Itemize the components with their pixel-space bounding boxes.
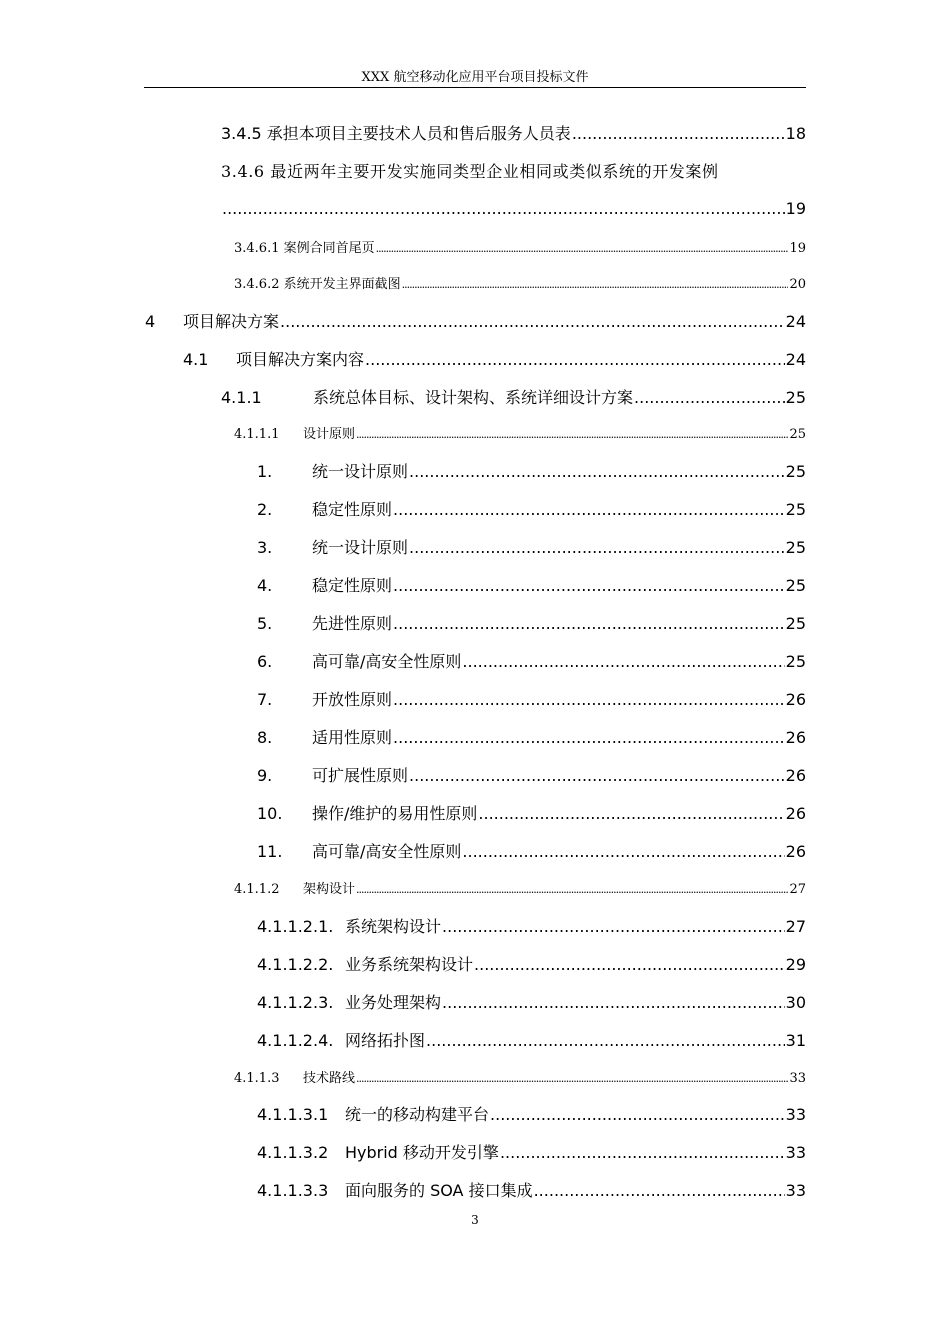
toc-leader — [442, 917, 785, 936]
toc-number: 4.1.1.2.2. — [257, 955, 334, 974]
toc-page: 31 — [785, 1031, 806, 1050]
toc-title: 可扩展性原则 — [312, 766, 409, 785]
toc-leader — [572, 124, 785, 143]
toc-page: 20 — [789, 277, 806, 292]
toc-page: 26 — [785, 690, 806, 709]
toc-page: 25 — [785, 388, 806, 407]
toc-leader — [280, 312, 785, 331]
toc-page: 26 — [785, 766, 806, 785]
toc-leader — [442, 993, 785, 1012]
toc-title: 3.4.6 最近两年主要开发实施同类型企业相同或类似系统的开发案例 — [221, 162, 719, 181]
toc-page: 33 — [789, 1071, 806, 1086]
toc-title: 适用性原则 — [312, 728, 393, 747]
toc-title: 统一设计原则 — [312, 462, 409, 481]
toc-page: 19 — [785, 199, 806, 218]
toc-entry[interactable] — [257, 763, 806, 786]
toc-entry[interactable] — [257, 687, 806, 710]
toc-number: 4.1.1.2.3. — [257, 993, 334, 1012]
toc-entry[interactable] — [234, 878, 806, 897]
toc-title: 设计原则 — [303, 427, 356, 442]
toc-entry[interactable] — [257, 459, 806, 482]
toc-leader — [356, 428, 788, 441]
toc-leader — [634, 388, 785, 407]
toc-leader — [409, 462, 785, 481]
toc-entry[interactable] — [257, 649, 806, 672]
toc-number: 4.1.1 — [221, 388, 262, 407]
toc-entry[interactable] — [234, 1067, 806, 1086]
toc-title: 系统架构设计 — [345, 917, 442, 936]
toc-page: 25 — [789, 427, 806, 442]
toc-entry[interactable] — [257, 839, 806, 862]
toc-title: 操作/维护的易用性原则 — [312, 804, 478, 823]
toc-entry[interactable] — [234, 237, 806, 256]
toc-page: 27 — [789, 882, 806, 897]
toc-number: 1. — [257, 462, 273, 481]
toc-number: 4.1.1.3.3 — [257, 1181, 329, 1200]
toc-leader — [474, 955, 785, 974]
toc-page: 29 — [785, 955, 806, 974]
toc-page: 25 — [785, 500, 806, 519]
toc-title: 3.4.5 承担本项目主要技术人员和售后服务人员表 — [221, 124, 571, 143]
toc-entry[interactable] — [257, 914, 806, 937]
toc-page: 25 — [785, 576, 806, 595]
toc-page: 33 — [785, 1143, 806, 1162]
toc-title: Hybrid 移动开发引擎 — [345, 1143, 499, 1162]
toc-entry[interactable] — [221, 159, 806, 182]
toc-page: 27 — [785, 917, 806, 936]
toc-number: 4.1.1.2.1. — [257, 917, 334, 936]
toc-title: 3.4.6.2 系统开发主界面截图 — [234, 277, 401, 292]
toc-entry[interactable] — [257, 535, 806, 558]
toc-entry[interactable] — [257, 725, 806, 748]
toc-leader — [534, 1181, 785, 1200]
toc-entry[interactable] — [257, 1140, 806, 1163]
toc-title: 项目解决方案内容 — [236, 350, 365, 369]
toc-page: 33 — [785, 1181, 806, 1200]
toc-number: 11. — [257, 842, 283, 861]
toc-page: 24 — [785, 350, 806, 369]
toc-leader — [393, 690, 785, 709]
toc-entry[interactable] — [257, 952, 806, 975]
toc-leader — [393, 614, 785, 633]
toc-number: 4.1.1.1 — [234, 427, 280, 442]
toc-entry[interactable] — [183, 347, 806, 370]
toc-leader — [393, 500, 785, 519]
toc-entry[interactable] — [257, 1028, 806, 1051]
toc-page: 33 — [785, 1105, 806, 1124]
toc-entry[interactable] — [234, 273, 806, 292]
toc-leader — [500, 1143, 785, 1162]
toc-title: 统一设计原则 — [312, 538, 409, 557]
toc-entry[interactable] — [257, 1102, 806, 1125]
toc-number: 3. — [257, 538, 273, 557]
toc-page: 26 — [785, 728, 806, 747]
toc-title: 业务处理架构 — [345, 993, 442, 1012]
toc-entry[interactable] — [257, 990, 806, 1013]
toc-page: 25 — [785, 462, 806, 481]
toc-leader — [393, 576, 785, 595]
toc-title: 3.4.6.1 案例合同首尾页 — [234, 241, 375, 256]
toc-entry[interactable] — [257, 573, 806, 596]
toc-title: 稳定性原则 — [312, 576, 393, 595]
toc-entry[interactable] — [221, 121, 806, 144]
page-number: 3 — [471, 1213, 479, 1227]
toc-entry[interactable] — [234, 423, 806, 442]
toc-number: 9. — [257, 766, 273, 785]
toc-leader — [490, 1105, 785, 1124]
toc-page: 19 — [789, 241, 806, 256]
toc-leader — [409, 766, 785, 785]
toc-entry[interactable] — [257, 1178, 806, 1201]
toc-leader — [462, 652, 784, 671]
toc-entry[interactable] — [257, 801, 806, 824]
toc-leader — [478, 804, 784, 823]
toc-number: 6. — [257, 652, 273, 671]
toc-title: 高可靠/高安全性原则 — [312, 652, 462, 671]
toc-page: 25 — [785, 614, 806, 633]
toc-page: 26 — [785, 842, 806, 861]
toc-entry[interactable] — [145, 309, 806, 332]
toc-page: 25 — [785, 652, 806, 671]
toc-entry[interactable] — [221, 385, 806, 408]
toc-title: 稳定性原则 — [312, 500, 393, 519]
toc-number: 8. — [257, 728, 273, 747]
toc-leader — [462, 842, 784, 861]
toc-leader — [365, 350, 785, 369]
toc-page: 30 — [785, 993, 806, 1012]
toc-leader — [402, 278, 789, 291]
toc-number: 4.1.1.2 — [234, 882, 280, 897]
toc-page: 18 — [785, 124, 806, 143]
toc-title: 先进性原则 — [312, 614, 393, 633]
toc-title: 项目解决方案 — [183, 312, 280, 331]
toc-entry[interactable] — [257, 497, 806, 520]
toc-title: 业务系统架构设计 — [345, 955, 474, 974]
toc-leader — [426, 1031, 785, 1050]
toc-number: 2. — [257, 500, 273, 519]
toc-number: 4.1.1.3.1 — [257, 1105, 329, 1124]
toc-page: 24 — [785, 312, 806, 331]
toc-leader — [393, 728, 785, 747]
page-header: XXX 航空移动化应用平台项目投标文件 — [361, 70, 589, 85]
toc-leader — [356, 1072, 788, 1085]
toc-number: 4.1 — [183, 350, 209, 369]
toc-page: 25 — [785, 538, 806, 557]
toc-title: 系统总体目标、设计架构、系统详细设计方案 — [313, 388, 634, 407]
toc-number: 7. — [257, 690, 273, 709]
toc-number: 4.1.1.3 — [234, 1071, 280, 1086]
toc-leader — [222, 199, 785, 218]
toc-number: 5. — [257, 614, 273, 633]
toc-title: 技术路线 — [303, 1071, 356, 1086]
toc-number: 4 — [145, 312, 156, 331]
toc-leader — [376, 242, 789, 255]
toc-entry[interactable] — [221, 199, 806, 218]
toc-title: 网络拓扑图 — [345, 1031, 426, 1050]
toc-leader — [409, 538, 785, 557]
toc-entry[interactable] — [257, 611, 806, 634]
toc-number: 10. — [257, 804, 283, 823]
toc-number: 4.1.1.2.4. — [257, 1031, 334, 1050]
toc-title: 高可靠/高安全性原则 — [312, 842, 462, 861]
toc-title: 面向服务的 SOA 接口集成 — [345, 1181, 533, 1200]
toc-title: 统一的移动构建平台 — [345, 1105, 490, 1124]
toc-title: 架构设计 — [303, 882, 356, 897]
toc-number: 4. — [257, 576, 273, 595]
toc-title: 开放性原则 — [312, 690, 393, 709]
toc-page: 26 — [785, 804, 806, 823]
toc-number: 4.1.1.3.2 — [257, 1143, 329, 1162]
toc-leader — [356, 883, 788, 896]
